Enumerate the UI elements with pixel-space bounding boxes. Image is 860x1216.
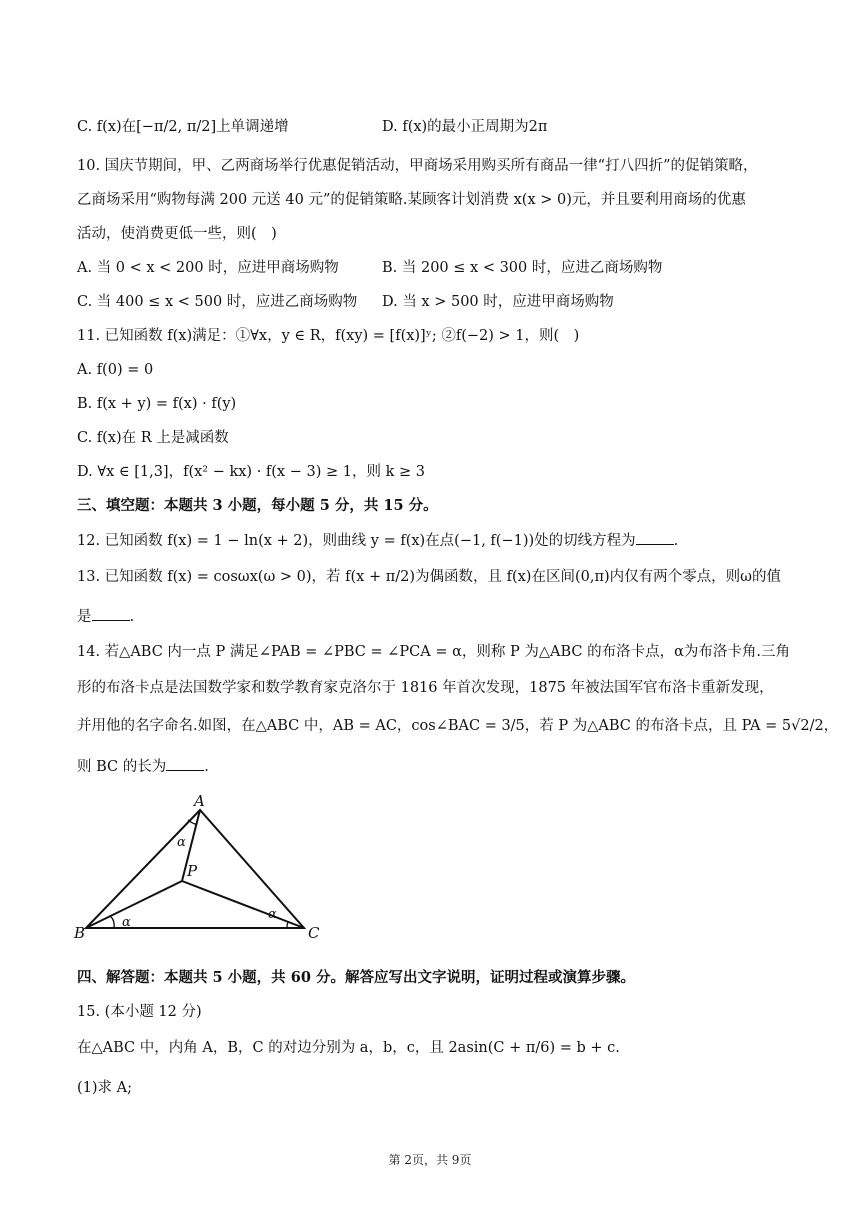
section-heading-solutions: 四、解答题：本题共 5 小题，共 60 分。解答应写出文字说明，证明过程或演算步骤。 (77, 969, 635, 986)
section-heading-fill-in: 三、填空题：本题共 3 小题，每小题 5 分，共 15 分。 (77, 497, 438, 514)
q11-stem: 11. 已知函数 f(x)满足：①∀x，y ∈ R，f(xy) = [f(x)]ʸ; ②f(−2) > 1，则( ) (77, 328, 580, 344)
q11-option-a: A. f(0) = 0 (77, 362, 154, 378)
q11-option-c: C. f(x)在 R 上是减函数 (77, 430, 229, 446)
q10-option-d: D. 当 x > 500 时，应进甲商场购物 (382, 294, 614, 310)
q13-stem-line1: 13. 已知函数 f(x) = cosωx(ω > 0)，若 f(x + π/2)为偶函数，且 f(x)在区间(0,π)内仅有两个零点，则ω的值 (77, 569, 781, 585)
page-footer: 第 2页，共 9页 (388, 1153, 472, 1167)
q15-part1: (1)求 A; (77, 1080, 133, 1096)
q13-end: . (129, 609, 135, 625)
q15-heading: 15. (本小题 12 分) (77, 1004, 202, 1020)
q10-stem-line2: 乙商场采用“购物每满 200 元送 40 元”的促销策略.某顾客计划消费 x(x > 0)元，并且要利用商场的优惠 (77, 192, 746, 208)
answer-blank (166, 756, 204, 771)
segment-pb (86, 881, 182, 928)
q13-text: 是 (77, 609, 92, 625)
q14-end: . (204, 759, 209, 775)
q15-stem: 在△ABC 中，内角 A，B，C 的对边分别为 a，b，c，且 2asin(C + π/6) = b + c. (77, 1040, 620, 1056)
q12-text: 12. 已知函数 f(x) = 1 − ln(x + 2)，则曲线 y = f(x)在点(−1, f(−1))处的切线方程为 (77, 533, 636, 549)
q14-text: 则 BC 的长为 (77, 759, 167, 775)
label-p: P (187, 862, 198, 880)
q10-option-b: B. 当 200 ≤ x < 300 时，应进乙商场购物 (382, 260, 663, 276)
q11-option-b: B. f(x + y) = f(x) · f(y) (77, 396, 237, 412)
q10-option-a: A. 当 0 < x < 200 时，应进甲商场购物 (77, 260, 339, 276)
answer-blank (92, 606, 130, 621)
angle-arc-b (110, 916, 114, 928)
q10-stem-line3: 活动，使消费更低一些，则( ) (77, 226, 277, 242)
q14-stem-line3: 并用他的名字命名.如图，在△ABC 中，AB = AC，cos∠BAC = 3/5，若 P 为△ABC 的布洛卡点，且 PA = 5√2/2， (77, 718, 839, 734)
q12-end: . (673, 533, 679, 549)
q9-option-c: C. f(x)在[−π/2, π/2]上单调递增 (77, 119, 289, 135)
label-alpha-a: α (177, 835, 186, 850)
label-c: C (308, 924, 320, 942)
q13-stem-line2 (77, 606, 134, 627)
label-a: A (194, 792, 205, 810)
label-b: B (74, 924, 86, 942)
triangle-figure (76, 792, 326, 942)
q10-option-c: C. 当 400 ≤ x < 500 时，应进乙商场购物 (77, 294, 358, 310)
label-alpha-b: α (122, 915, 131, 930)
q14-stem-line1: 14. 若△ABC 内一点 P 满足∠PAB = ∠PBC = ∠PCA = α，则称 P 为△ABC 的布洛卡点，α为布洛卡角.三角 (77, 644, 791, 660)
q9-option-d: D. f(x)的最小正周期为2π (382, 119, 548, 135)
answer-blank (636, 530, 674, 545)
segment-pc (182, 881, 304, 928)
q14-stem-line4 (77, 756, 209, 777)
label-alpha-c: α (268, 907, 277, 922)
q11-option-d: D. ∀x ∈ [1,3]，f(x² − kx) · f(x − 3) ≥ 1，则 k ≥ 3 (77, 464, 425, 480)
q14-stem-line2: 形的布洛卡点是法国数学家和数学教育家克洛尔于 1816 年首次发现，1875 年被法国军官布洛卡重新发现， (77, 680, 774, 696)
q10-stem-line1: 10. 国庆节期间，甲、乙两商场举行优惠促销活动，甲商场采用购买所有商品一律“打八四折”的促销策略， (77, 158, 758, 174)
q12-stem (77, 530, 678, 551)
